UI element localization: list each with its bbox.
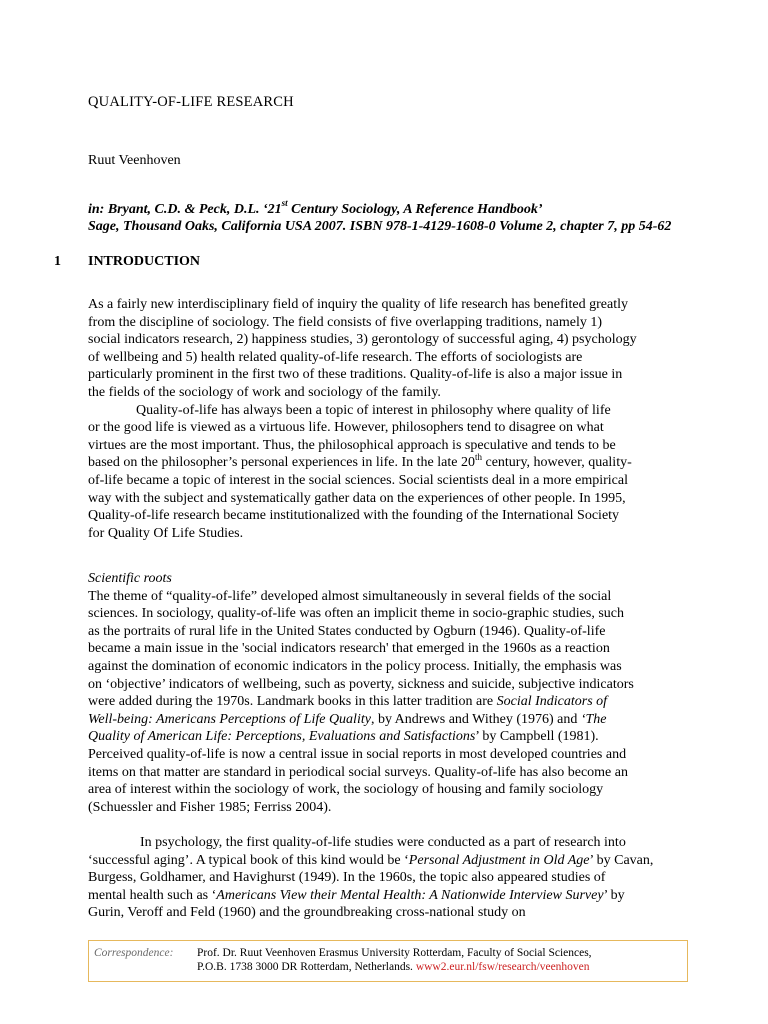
website-link[interactable]: www2.eur.nl/fsw/research/veenhoven — [415, 961, 590, 973]
correspondence-details — [197, 946, 592, 974]
text-line: area of interest within the sociology of work, the sociology of housing and family sociology — [88, 782, 604, 798]
text-span: ’ by — [603, 887, 625, 903]
text-line — [88, 728, 708, 746]
correspondence-line-1: Prof. Dr. Ruut Veenhoven Erasmus University Rotterdam, Faculty of Social Sciences, — [197, 947, 592, 959]
author-name: Ruut Veenhoven — [88, 153, 181, 168]
citation-line-2: Sage, Thousand Oaks, California USA 2007. ISBN 978-1-4129-1608-0 Volume 2, chapter 7, pp 54-62 — [88, 219, 672, 234]
text-line: Perceived quality-of-life is now a central issue in social reports in most developed countries and — [88, 746, 627, 762]
text-span: , by Andrews and Withey (1976) and — [370, 711, 581, 727]
text-line: In psychology, the first quality-of-life studies were conducted as a part of research into — [140, 835, 626, 850]
text-line: or the good life is viewed as a virtuous life. However, philosophers tend to disagree on what — [88, 420, 604, 436]
book-title: Personal Adjustment in Old Age — [408, 852, 590, 868]
text-line: social indicators research, 2) happiness studies, 3) gerontology of successful aging, 4) psychology — [88, 332, 637, 348]
superscript: st — [281, 198, 288, 209]
text-line: Quality-of-life research became institutionalized with the founding of the International Society — [88, 508, 620, 524]
text-span: century, however, quality- — [481, 455, 632, 471]
text-line: As a fairly new interdisciplinary field of inquiry the quality of life research has benefited greatly — [88, 297, 628, 312]
text-line: Gurin, Veroff and Feld (1960) and the groundbreaking cross-national study on — [88, 905, 526, 921]
book-title: Americans View their Mental Health: A Nationwide Interview Survey — [216, 887, 604, 903]
text-line: became a main issue in the 'social indicators research' that emerged in the 1960s as a reaction — [88, 641, 610, 657]
text-line — [88, 852, 708, 870]
text-line: Burgess, Goldhamer, and Havighurst (1949). In the 1960s, the topic also appeared studies of — [88, 870, 606, 886]
correspondence-label: Correspondence: — [94, 947, 174, 959]
text-span: ‘successful aging’. A typical book of this kind would be ‘ — [88, 852, 409, 868]
text-line: (Schuessler and Fisher 1985; Ferriss 2004). — [88, 799, 332, 815]
book-title: Social Indicators of — [496, 694, 608, 710]
address-text: P.O.B. 1738 3000 DR Rotterdam, Netherlands. — [197, 961, 416, 973]
text-line: for Quality Of Life Studies. — [88, 525, 244, 541]
correspondence-line-2 — [197, 960, 592, 974]
superscript: th — [474, 451, 482, 462]
section-number: 1 — [54, 254, 61, 269]
book-title: Well-being: Americans Perceptions of Life Quality — [88, 711, 371, 727]
citation-text: Century Sociology, A Reference Handbook’ — [287, 202, 543, 217]
text-line: Quality-of-life has always been a topic of interest in philosophy where quality of life — [136, 402, 611, 418]
text-line: against the domination of economic indicators in the policy process. Initially, the emphasis was — [88, 658, 622, 674]
text-line: virtues are the most important. Thus, the philosophical approach is speculative and tends to be — [88, 437, 616, 453]
text-line: of wellbeing and 5) health related quality-of-life research. The efforts of sociologists are — [88, 349, 583, 365]
text-span: ’ by Cavan, — [589, 852, 654, 868]
text-span: ’ by Campbell (1981). — [475, 729, 599, 745]
book-title: Quality of American Life: Perceptions, Evaluations and Satisfactions — [88, 729, 476, 745]
text-line: of-life became a topic of interest in the social sciences. Social scientists deal in a more empirical — [88, 472, 628, 488]
citation — [88, 198, 672, 235]
body-text — [88, 296, 708, 542]
citation-text: in: Bryant, C.D. & Peck, D.L. ‘21 — [88, 202, 282, 217]
subheading: Scientific roots — [88, 571, 172, 586]
book-title: ‘The — [580, 711, 607, 727]
text-line: way with the subject and systematically gather data on the experiences of other people. In 1995, — [88, 490, 626, 506]
text-line — [88, 887, 708, 905]
text-line: items on that matter are standard in periodical social surveys. Quality-of-life has also become an — [88, 764, 628, 780]
section-title: INTRODUCTION — [88, 254, 201, 269]
text-span: mental health such as ‘ — [88, 887, 217, 903]
text-line — [88, 451, 708, 472]
document-title: QUALITY-OF-LIFE RESEARCH — [88, 94, 294, 110]
text-span: based on the philosopher’s personal experiences in life. In the late 20 — [88, 455, 475, 471]
body-text — [88, 834, 708, 922]
citation-line-1 — [88, 198, 671, 218]
text-line: The theme of “quality-of-life” developed almost simultaneously in several fields of the social — [88, 588, 612, 604]
text-line: sciences. In sociology, quality-of-life was often an implicit theme in socio-graphic studies, such — [88, 606, 625, 622]
text-line: from the discipline of sociology. The field consists of five overlapping traditions, namely 1) — [88, 314, 603, 330]
text-line: on ‘objective’ indicators of wellbeing, such as poverty, sickness and suicide, subjective indicators — [88, 676, 634, 692]
text-line — [88, 711, 708, 729]
correspondence-box — [88, 940, 688, 982]
text-line: particularly prominent in the first two of these traditions. Quality-of-life is also a major issue in — [88, 367, 623, 383]
text-line: the fields of the sociology of work and sociology of the family. — [88, 384, 441, 400]
body-text — [88, 570, 708, 816]
text-line: as the portraits of rural life in the United States conducted by Ogburn (1946). Quality-of-life — [88, 623, 606, 639]
text-line — [88, 693, 708, 711]
text-span: were added during the 1970s. Landmark books in this latter tradition are — [88, 694, 497, 710]
